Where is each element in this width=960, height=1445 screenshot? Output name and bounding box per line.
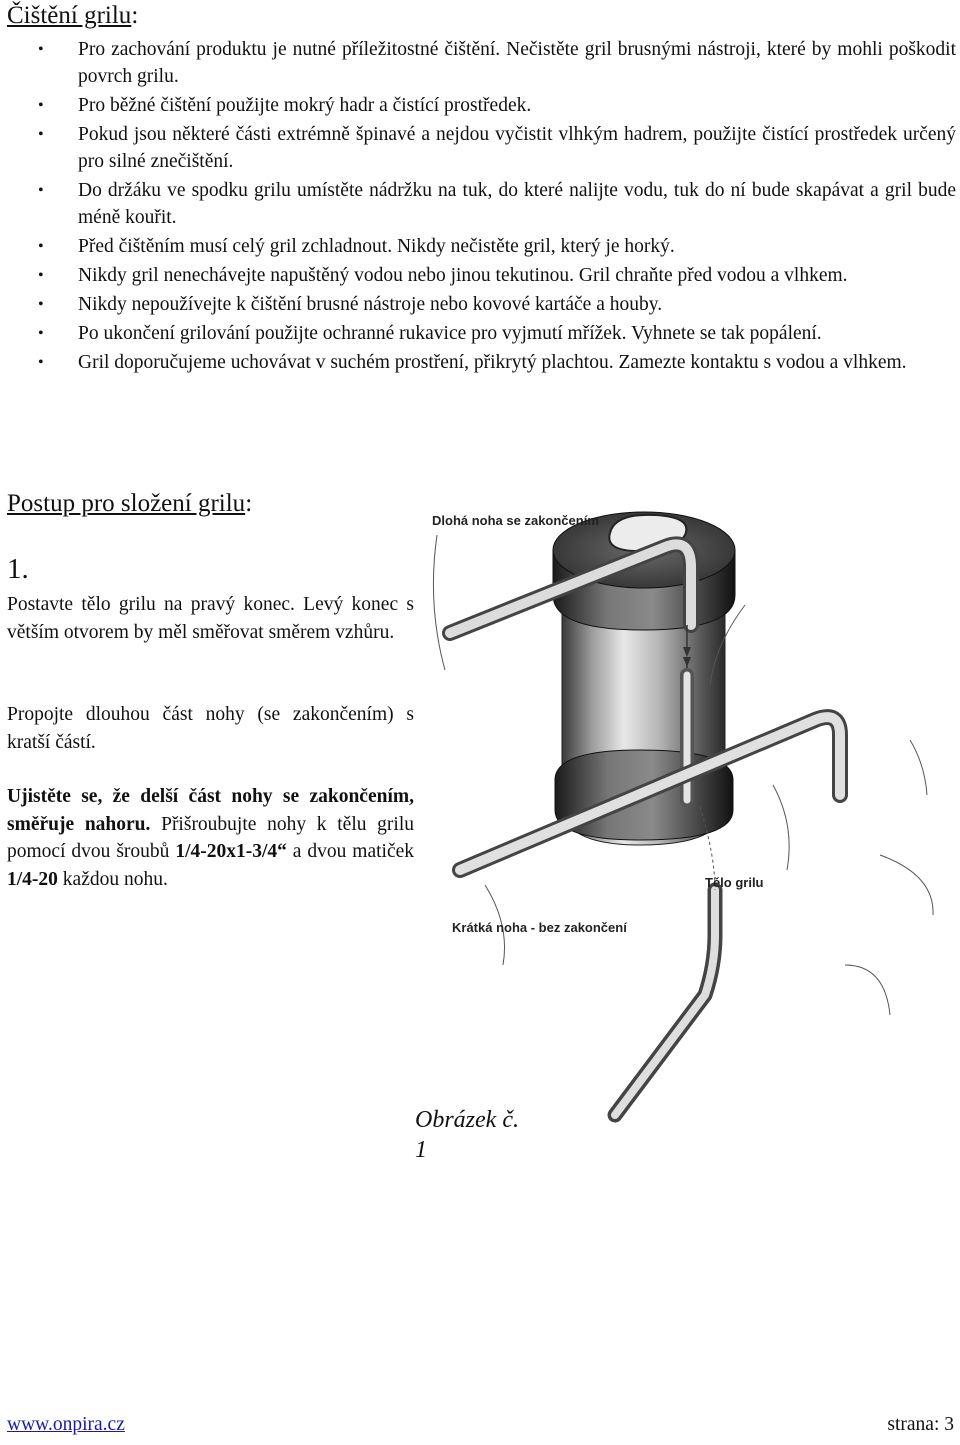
list-item: • Po ukončení grilování použijte ochranné rukavice pro vyjmutí mřížek. Vyhnete se tak popálení. xyxy=(0,320,958,347)
list-item: • Pro běžné čištění použijte mokrý hadr a čistící prostředek. xyxy=(0,92,958,119)
list-item: • Pokud jsou některé části extrémně špinavé a nejdou vyčistit vlhkým hadrem, použijte čistící prostředek určený pro silné znečištění. xyxy=(0,121,958,175)
list-item: • Do držáku ve spodku grilu umístěte nádržku na tuk, do které nalijte vodu, tuk do ní bude skapávat a gril bude méně kouřit. xyxy=(0,177,958,231)
label-long-leg: Dlohá noha se zakončením xyxy=(432,513,599,528)
bullet-icon: • xyxy=(38,182,44,199)
bullet-icon: • xyxy=(38,325,44,342)
section-title-assembly: Postup pro složení grilu: xyxy=(7,490,253,517)
bullet-icon: • xyxy=(38,267,44,284)
list-item: • Před čištěním musí celý gril zchladnout. Nikdy nečistěte gril, který je horký. xyxy=(0,233,958,260)
list-item: • Pro zachování produktu je nutné příležitostné čištění. Nečistěte gril brusnými nástroji, které by mohli poškodit povrch grilu. xyxy=(0,36,958,90)
bullet-icon: • xyxy=(38,354,44,371)
cleaning-list xyxy=(0,36,958,378)
page-number: strana: 3 xyxy=(887,1414,954,1435)
bullet-icon: • xyxy=(38,238,44,255)
step-paragraph-2: Propojte dlouhou část nohy (se zakončením) s kratší částí. xyxy=(7,704,414,753)
step-paragraph-1: Postavte tělo grilu na pravý konec. Levý konec s větším otvorem by měl směřovat směrem vzhůru. xyxy=(7,594,414,643)
bullet-icon: • xyxy=(38,97,44,114)
label-short-leg: Krátká noha - bez zakončení xyxy=(452,920,627,935)
section-title-cleaning: Čištění grilu: xyxy=(7,2,139,29)
list-item: • Nikdy nepoužívejte k čištění brusné nástroje nebo kovové kartáče a houby. xyxy=(0,291,958,318)
website-link[interactable]: www.onpira.cz xyxy=(7,1414,125,1435)
list-item: • Gril doporučujeme uchovávat v suchém prostření, přikrytý plachtou. Zamezte kontaktu s vodou a vlhkem. xyxy=(0,349,958,376)
step-paragraph-3: Ujistěte se, že delší část nohy se zakončením, směřuje nahoru. Přišroubujte nohy k tělu grilu pomocí dvou šroubů 1/4-20x1-3/4“ a dvou matiček 1/4-20 každou nohu. xyxy=(7,786,415,890)
step-number: 1. xyxy=(7,553,29,585)
warning-text: Ujistěte se, že delší část nohy se zakončením, směřuje nahoru. xyxy=(7,786,414,835)
label-body: Tělo grilu xyxy=(705,875,764,890)
bullet-icon: • xyxy=(38,41,44,58)
list-item: • Nikdy gril nenechávejte napuštěný vodou nebo jinou tekutinou. Gril chraňte před vodou a vlhkem. xyxy=(0,262,958,289)
bullet-icon: • xyxy=(38,126,44,143)
bullet-icon: • xyxy=(38,296,44,313)
figure-caption: Obrázek č. 1 xyxy=(415,1107,519,1163)
